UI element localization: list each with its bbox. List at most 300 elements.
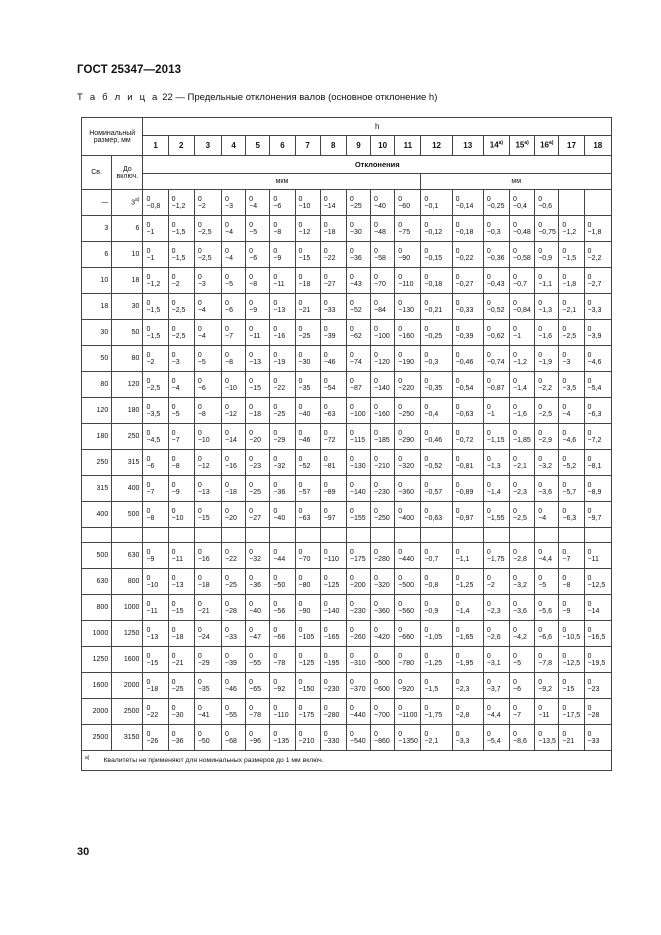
upper-deviation: 0	[587, 626, 592, 634]
upper-deviation: 0	[273, 299, 278, 307]
deviation-cell	[194, 621, 221, 647]
upper-deviation: 0	[562, 704, 567, 712]
deviation-cell	[371, 699, 395, 725]
separator-cell	[510, 528, 535, 543]
deviation-cell	[452, 294, 483, 320]
lower-deviation: −8	[249, 280, 258, 288]
deviation-cell	[483, 621, 509, 647]
size-to	[112, 476, 143, 502]
deviation-cell	[559, 320, 584, 346]
lower-deviation: −1	[146, 254, 155, 262]
size-to-value: 50	[131, 329, 140, 336]
lower-deviation: −13,5	[538, 737, 556, 745]
deviation-cell	[346, 216, 370, 242]
upper-deviation: 0	[455, 403, 460, 411]
upper-deviation: 0	[398, 481, 403, 489]
lower-deviation: −1,8	[587, 228, 602, 236]
upper-deviation: 0	[513, 730, 517, 738]
size-from: 630	[82, 569, 112, 595]
deviation-cell	[395, 216, 421, 242]
lower-deviation: −2,1	[562, 306, 577, 314]
lower-deviation: −3,1	[486, 659, 501, 667]
deviation-cell	[395, 476, 421, 502]
deviation-cell	[510, 268, 535, 294]
lower-deviation: −1,75	[486, 555, 505, 563]
grade-number: 4	[231, 140, 236, 150]
lower-deviation: −2	[486, 581, 495, 589]
deviation-cell	[346, 595, 370, 621]
lower-deviation: −16	[225, 462, 237, 470]
lower-deviation: −32	[273, 462, 286, 470]
lower-deviation: −6	[249, 254, 258, 262]
lower-deviation: −1	[513, 332, 522, 340]
size-from: 120	[82, 398, 112, 424]
lower-deviation: −0,7	[424, 555, 439, 563]
lower-deviation: −56	[273, 607, 286, 615]
deviation-cell	[295, 398, 320, 424]
lower-deviation: −8,1	[587, 462, 602, 470]
deviation-cell	[270, 673, 295, 699]
upper-deviation: 0	[171, 325, 176, 333]
lower-deviation: −140	[349, 488, 366, 496]
upper-deviation: 0	[146, 351, 151, 359]
deviation-cell	[270, 190, 295, 216]
upper-deviation: 0	[323, 481, 328, 489]
table-row	[82, 543, 612, 569]
lower-deviation: −16	[273, 332, 286, 340]
upper-deviation: 0	[298, 704, 303, 712]
lower-deviation: −1,55	[486, 514, 505, 522]
lower-deviation: −0,39	[455, 332, 474, 340]
separator-cell	[246, 528, 270, 543]
lower-deviation: −11	[587, 555, 599, 563]
upper-deviation: 0	[349, 247, 354, 255]
deviation-cell	[371, 346, 395, 372]
upper-deviation: 0	[538, 481, 543, 489]
lower-deviation: −4,6	[562, 436, 577, 444]
upper-deviation: 0	[562, 403, 567, 411]
deviation-cell	[483, 216, 509, 242]
deviation-cell	[320, 699, 346, 725]
deviation-cell	[168, 725, 194, 751]
size-from: 1600	[82, 673, 112, 699]
header-row-grades	[82, 136, 612, 156]
deviation-cell	[346, 398, 370, 424]
upper-deviation: 0	[398, 325, 403, 333]
deviation-cell	[222, 543, 246, 569]
lower-deviation: −21	[562, 737, 575, 745]
upper-deviation: 0	[146, 325, 151, 333]
upper-deviation: 0	[273, 325, 278, 333]
lower-deviation: −21	[197, 607, 210, 615]
grade-header	[168, 136, 194, 156]
deviation-cell	[452, 242, 483, 268]
nominal-size-header: Номинальный размер, мм	[82, 118, 143, 156]
lower-deviation: −47	[249, 633, 262, 641]
lower-deviation: −5	[513, 659, 522, 667]
deviations-header: Отклонения	[143, 156, 612, 174]
lower-deviation: −46	[298, 436, 311, 444]
upper-deviation: 0	[513, 600, 517, 608]
size-from: 1000	[82, 621, 112, 647]
lower-deviation: −25	[298, 332, 311, 340]
deviation-cell	[194, 346, 221, 372]
upper-deviation: 0	[349, 195, 354, 203]
upper-deviation: 0	[374, 429, 378, 437]
lower-deviation: −130	[398, 306, 414, 314]
deviation-cell	[452, 595, 483, 621]
grade-number: 9	[356, 140, 361, 150]
upper-deviation: 0	[513, 403, 517, 411]
upper-deviation: 0	[171, 730, 176, 738]
upper-deviation: 0	[486, 455, 491, 463]
over-label: Св.	[82, 156, 112, 190]
upper-deviation: 0	[538, 507, 543, 515]
upper-deviation: 0	[538, 351, 543, 359]
upper-deviation: 0	[273, 481, 278, 489]
lower-deviation: −1,3	[486, 462, 501, 470]
upper-deviation: 0	[538, 429, 543, 437]
upper-deviation: 0	[562, 730, 567, 738]
lower-deviation: −220	[398, 384, 414, 392]
upper-deviation: 0	[486, 626, 491, 634]
deviation-cell	[246, 242, 270, 268]
lower-deviation: −280	[374, 555, 390, 563]
upper-deviation: 0	[424, 626, 429, 634]
upper-deviation: 0	[538, 195, 543, 203]
upper-deviation: 0	[398, 455, 403, 463]
deviation-cell	[535, 450, 559, 476]
upper-deviation: 0	[398, 273, 403, 281]
deviation-cell	[143, 242, 168, 268]
deviation-cell	[510, 216, 535, 242]
deviation-cell	[194, 569, 221, 595]
lower-deviation: −44	[273, 555, 286, 563]
deviation-cell	[371, 569, 395, 595]
deviation-cell	[346, 424, 370, 450]
deviation-cell	[452, 190, 483, 216]
upper-deviation: 0	[323, 377, 328, 385]
header-row-units	[82, 174, 612, 190]
upper-deviation: 0	[323, 507, 328, 515]
deviation-cell	[559, 621, 584, 647]
upper-deviation: 0	[587, 325, 592, 333]
deviation-cell	[371, 543, 395, 569]
table-caption	[77, 92, 437, 103]
lower-deviation: −3,3	[455, 737, 470, 745]
deviation-cell	[483, 346, 509, 372]
deviation-cell	[535, 216, 559, 242]
upper-deviation: 0	[249, 273, 254, 281]
upper-deviation: 0	[513, 247, 517, 255]
deviation-cell	[535, 242, 559, 268]
upper-deviation: 0	[486, 548, 491, 556]
deviation-cell	[483, 476, 509, 502]
lower-deviation: −1,5	[171, 228, 186, 236]
deviation-cell	[246, 595, 270, 621]
deviation-cell	[584, 398, 611, 424]
deviation-cell	[194, 725, 221, 751]
lower-deviation: −2,3	[455, 685, 470, 693]
upper-deviation: 0	[587, 704, 592, 712]
grade-header	[421, 136, 452, 156]
lower-deviation: −25	[249, 488, 262, 496]
lower-deviation: −97	[323, 514, 336, 522]
lower-deviation: −2,2	[587, 254, 602, 262]
deviation-cell	[535, 647, 559, 673]
upper-deviation: 0	[562, 273, 567, 281]
deviation-cell	[483, 647, 509, 673]
lower-deviation: −92	[273, 685, 286, 693]
lower-deviation: −1,6	[538, 332, 553, 340]
lower-deviation: −90	[398, 254, 411, 262]
upper-deviation: 0	[197, 221, 202, 229]
deviation-cell	[510, 450, 535, 476]
deviation-cell	[222, 346, 246, 372]
upper-deviation: 0	[323, 704, 328, 712]
deviation-cell	[346, 320, 370, 346]
size-to-value: 6	[135, 225, 140, 232]
deviation-cell	[143, 725, 168, 751]
lower-deviation: −8	[562, 581, 571, 589]
deviation-cell	[395, 346, 421, 372]
upper-deviation: 0	[273, 377, 278, 385]
lower-deviation: −160	[374, 410, 390, 418]
caption-number: 22	[162, 92, 173, 103]
deviation-cell	[584, 647, 611, 673]
deviation-cell	[559, 699, 584, 725]
deviation-cell	[270, 725, 295, 751]
deviation-cell	[346, 268, 370, 294]
upper-deviation: 0	[455, 678, 460, 686]
upper-deviation: 0	[424, 652, 429, 660]
deviation-cell	[168, 398, 194, 424]
deviation-cell	[559, 216, 584, 242]
size-to-footnote-mark: а)	[135, 197, 140, 204]
upper-deviation: 0	[562, 429, 567, 437]
upper-deviation: 0	[249, 455, 254, 463]
upper-deviation: 0	[374, 221, 378, 229]
deviation-cell	[143, 476, 168, 502]
grade-number: 18	[593, 140, 603, 150]
unit-mkm: мкм	[143, 174, 421, 190]
lower-deviation: −100	[374, 332, 390, 340]
lower-deviation: −25	[273, 410, 286, 418]
upper-deviation: 0	[562, 221, 567, 229]
upper-deviation: 0	[323, 652, 328, 660]
upper-deviation: 0	[349, 221, 354, 229]
upper-deviation: 0	[273, 455, 278, 463]
lower-deviation: −7	[513, 711, 522, 719]
deviation-cell	[246, 673, 270, 699]
lower-deviation: −10,5	[562, 633, 581, 641]
upper-deviation: 0	[486, 600, 491, 608]
deviation-cell	[559, 725, 584, 751]
lower-deviation: −46	[323, 358, 336, 366]
deviation-cell	[320, 242, 346, 268]
lower-deviation: −7	[171, 436, 180, 444]
separator-cell	[168, 528, 194, 543]
lower-deviation: −24	[197, 633, 210, 641]
upper-deviation: 0	[398, 429, 403, 437]
lower-deviation: −4	[197, 306, 206, 314]
upper-deviation: 0	[374, 481, 378, 489]
lower-deviation: −230	[374, 488, 390, 496]
upper-deviation: 0	[349, 273, 354, 281]
deviation-cell	[246, 502, 270, 528]
lower-deviation: −1,2	[513, 358, 527, 366]
separator-cell	[143, 528, 168, 543]
deviation-cell	[143, 621, 168, 647]
lower-deviation: −0,15	[424, 254, 443, 262]
table-separator-row	[82, 528, 612, 543]
deviation-cell	[452, 450, 483, 476]
upper-deviation: 0	[249, 481, 254, 489]
lower-deviation: −6,3	[587, 410, 602, 418]
table-row	[82, 372, 612, 398]
lower-deviation: −22	[146, 711, 159, 719]
upper-deviation: 0	[424, 351, 429, 359]
lower-deviation: −22	[323, 254, 336, 262]
deviation-cell	[222, 621, 246, 647]
lower-deviation: −0,18	[424, 280, 443, 288]
lower-deviation: −5	[197, 358, 206, 366]
upper-deviation: 0	[225, 507, 229, 515]
lower-deviation: −110	[273, 711, 289, 719]
deviation-cell	[246, 476, 270, 502]
deviation-cell	[483, 242, 509, 268]
upper-deviation: 0	[587, 221, 592, 229]
upper-deviation: 0	[323, 221, 328, 229]
deviation-cell	[143, 190, 168, 216]
lower-deviation: −78	[273, 659, 286, 667]
upper-deviation: 0	[171, 273, 176, 281]
upper-deviation: 0	[298, 626, 303, 634]
upper-deviation: 0	[486, 273, 491, 281]
deviation-cell	[295, 242, 320, 268]
lower-deviation: −14	[225, 436, 237, 444]
lower-deviation: −96	[249, 737, 262, 745]
deviation-cell	[222, 673, 246, 699]
deviation-cell	[222, 647, 246, 673]
size-to-value: 250	[127, 433, 140, 440]
upper-deviation: 0	[273, 507, 278, 515]
deviation-cell	[559, 673, 584, 699]
upper-deviation: 0	[486, 481, 491, 489]
upper-deviation: 0	[225, 221, 229, 229]
lower-deviation: −18	[323, 228, 336, 236]
lower-deviation: −6	[197, 384, 206, 392]
upper-deviation: 0	[374, 574, 378, 582]
lower-deviation: −1,95	[455, 659, 474, 667]
upper-deviation: 0	[298, 600, 303, 608]
upper-deviation: 0	[249, 507, 254, 515]
deviation-cell	[452, 424, 483, 450]
lower-deviation: −4,4	[486, 711, 501, 719]
upper-deviation: 0	[197, 351, 202, 359]
lower-deviation: −32	[249, 555, 262, 563]
upper-deviation: 0	[249, 652, 254, 660]
grade-number: 8	[331, 140, 336, 150]
lower-deviation: −440	[349, 711, 366, 719]
lower-deviation: −330	[323, 737, 340, 745]
table-row	[82, 424, 612, 450]
upper-deviation: 0	[455, 195, 460, 203]
lower-deviation: −33	[323, 306, 336, 314]
lower-deviation: −230	[323, 685, 340, 693]
upper-deviation: 0	[455, 730, 460, 738]
upper-deviation: 0	[298, 273, 303, 281]
lower-deviation: −115	[349, 436, 366, 444]
lower-deviation: −7	[225, 332, 233, 340]
deviation-cell	[270, 569, 295, 595]
lower-deviation: −36	[171, 737, 184, 745]
deviation-cell	[320, 450, 346, 476]
lower-deviation: −6	[225, 306, 233, 314]
upper-deviation: 0	[562, 548, 567, 556]
deviation-cell	[222, 216, 246, 242]
size-from: 1250	[82, 647, 112, 673]
upper-deviation: 0	[197, 299, 202, 307]
lower-deviation: −780	[398, 659, 414, 667]
upper-deviation: 0	[146, 652, 151, 660]
deviation-cell	[194, 502, 221, 528]
lower-deviation: −17,5	[562, 711, 581, 719]
upper-deviation: 0	[273, 730, 278, 738]
lower-deviation: −0,54	[455, 384, 474, 392]
deviation-cell	[143, 216, 168, 242]
upper-deviation: 0	[225, 600, 229, 608]
lower-deviation: −16	[197, 555, 210, 563]
upper-deviation: 0	[171, 377, 176, 385]
deviation-cell	[584, 268, 611, 294]
size-to	[112, 346, 143, 372]
lower-deviation: −0,21	[424, 306, 443, 314]
lower-deviation: −0,27	[455, 280, 474, 288]
deviation-cell	[346, 372, 370, 398]
tolerance-table	[81, 117, 612, 771]
lower-deviation: −3,3	[587, 306, 602, 314]
upper-deviation: 0	[562, 325, 567, 333]
size-to	[112, 699, 143, 725]
upper-deviation: 0	[349, 548, 354, 556]
deviation-cell	[395, 450, 421, 476]
size-to-value: 400	[127, 485, 140, 492]
lower-deviation: −0,25	[486, 202, 505, 210]
lower-deviation: −10	[171, 514, 184, 522]
upper-deviation: 0	[349, 626, 354, 634]
lower-deviation: −9	[249, 306, 258, 314]
deviation-cell	[168, 294, 194, 320]
deviation-cell	[559, 268, 584, 294]
size-to	[112, 673, 143, 699]
deviation-cell	[270, 320, 295, 346]
upper-deviation: 0	[398, 221, 403, 229]
upper-deviation: 0	[298, 221, 303, 229]
upper-deviation: 0	[197, 325, 202, 333]
deviation-cell	[510, 647, 535, 673]
deviation-cell	[168, 502, 194, 528]
size-to-value: 10	[131, 251, 140, 258]
lower-deviation: −2,9	[538, 436, 553, 444]
lower-deviation: −3	[225, 202, 233, 210]
deviation-cell	[559, 476, 584, 502]
upper-deviation: 0	[455, 221, 460, 229]
upper-deviation: 0	[349, 377, 354, 385]
lower-deviation: −15	[146, 659, 159, 667]
deviation-cell	[371, 502, 395, 528]
lower-deviation: −250	[398, 410, 414, 418]
